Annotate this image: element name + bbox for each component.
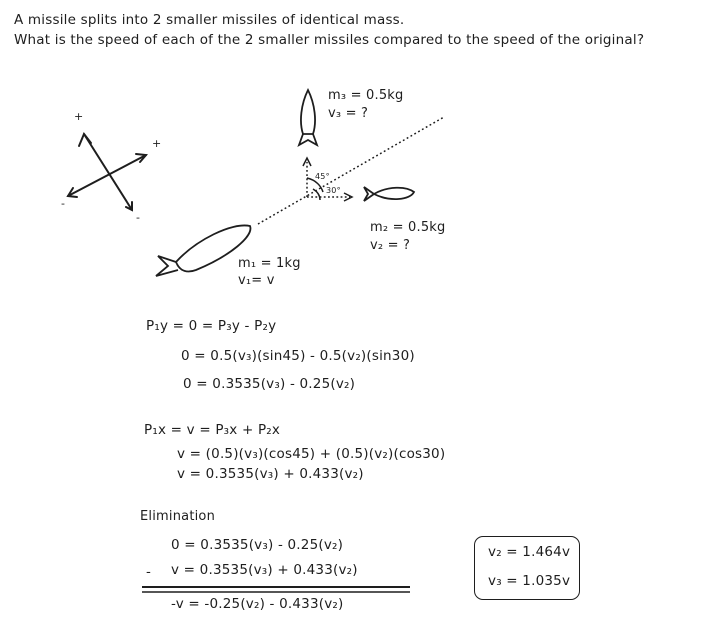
axis-arrow-a-top (79, 134, 91, 146)
problem-line-2: What is the speed of each of the 2 smaller missiles compared to the speed of the original? (14, 32, 645, 48)
axis-plus-right: + (152, 137, 162, 150)
problem-line-1: A missile splits into 2 smaller missiles of identical mass. (14, 12, 405, 28)
missile-1-velocity: v₁= v (238, 273, 275, 288)
missile-3-velocity: v₃ = ? (328, 106, 369, 121)
missile-2-mass: m₂ = 0.5kg (370, 220, 446, 235)
angle-arc-30 (313, 189, 320, 200)
missile-2-velocity: v₂ = ? (370, 238, 411, 253)
answer-v3: v₃ = 1.035v (488, 573, 571, 589)
axes-cross (68, 134, 146, 210)
missile-1-shape (156, 225, 250, 276)
y-momentum-line-1: P₁y = 0 = P₃y - P₂y (146, 318, 277, 334)
missile-3-shape (299, 90, 317, 145)
elimination-result: -v = -0.25(v₂) - 0.433(v₂) (171, 596, 344, 612)
axis-minus-bottom: - (136, 211, 141, 224)
dotted-reference-line (258, 117, 444, 224)
axis-line-a (84, 134, 132, 210)
elimination-minus-sign: - (146, 564, 152, 580)
axis-plus-top: + (74, 110, 84, 123)
axis-minus-left: - (61, 197, 66, 210)
x-momentum-line-2: v = (0.5)(v₃)(cos45) + (0.5)(v₂)(cos30) (177, 446, 446, 462)
y-momentum-line-2: 0 = 0.5(v₃)(sin45) - 0.5(v₂)(sin30) (181, 348, 415, 364)
angle-label-30: 30° (326, 186, 341, 195)
elimination-heading: Elimination (140, 509, 216, 524)
angle-label-45: 45° (315, 172, 330, 181)
missile-3-mass: m₃ = 0.5kg (328, 88, 404, 103)
missile-2-shape (364, 187, 414, 201)
x-momentum-line-1: P₁x = v = P₃x + P₂x (144, 422, 281, 438)
y-momentum-line-3: 0 = 0.3535(v₃) - 0.25(v₂) (183, 376, 356, 392)
elimination-line-2: v = 0.3535(v₃) + 0.433(v₂) (171, 562, 358, 578)
axis-line-b (68, 155, 146, 196)
answer-v2: v₂ = 1.464v (488, 544, 571, 560)
elimination-line-1: 0 = 0.3535(v₃) - 0.25(v₂) (171, 537, 344, 553)
missile-1-mass: m₁ = 1kg (238, 256, 301, 271)
x-momentum-line-3: v = 0.3535(v₃) + 0.433(v₂) (177, 466, 364, 482)
